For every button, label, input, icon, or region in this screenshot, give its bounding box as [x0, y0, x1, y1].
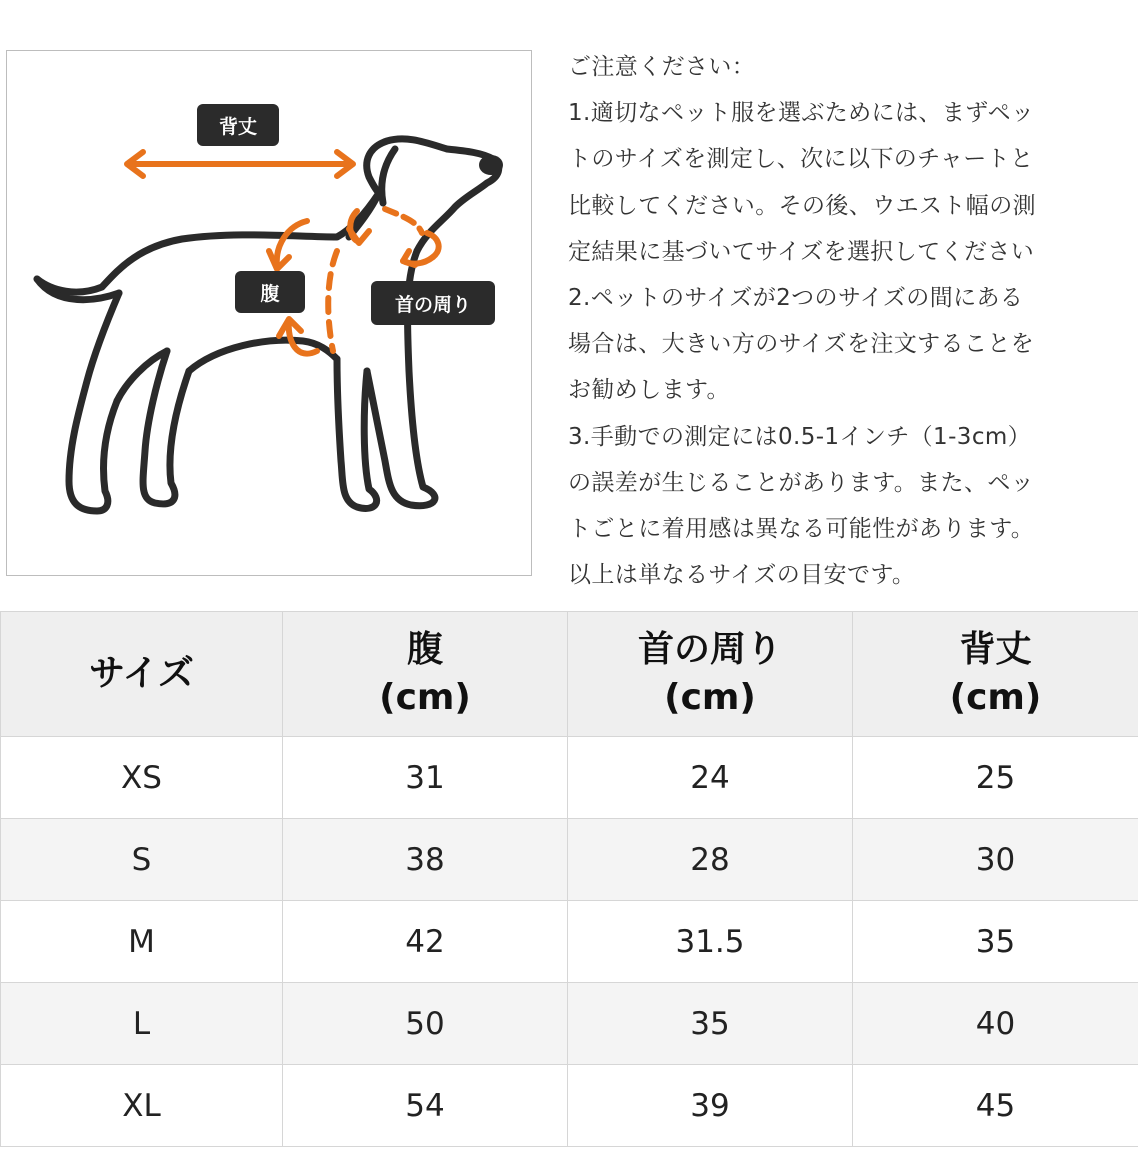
cell-size: S — [1, 819, 283, 901]
note-line: 以上は単なるサイズの目安です。 — [568, 562, 916, 589]
cell-belly: 54 — [283, 1065, 568, 1147]
note-line: の誤差が生じることがあります。また、ペッ — [568, 469, 1035, 496]
table-row — [1, 983, 1138, 1065]
note-line: お勧めします。 — [568, 377, 730, 404]
note-line: トごとに着用感は異なる可能性があります。 — [568, 515, 1035, 542]
cell-size: XS — [1, 737, 283, 819]
cell-belly: 31 — [283, 737, 568, 819]
cell-belly: 42 — [283, 901, 568, 983]
cell-back-length: 35 — [853, 901, 1138, 983]
dog-measurement-diagram — [6, 50, 532, 576]
table-row — [1, 819, 1138, 901]
table-header-row — [1, 612, 1138, 737]
table-row — [1, 1065, 1138, 1147]
cell-back-length: 30 — [853, 819, 1138, 901]
note-line: 比較してください。その後、ウエスト幅の測 — [568, 192, 1036, 219]
note-line: 3.手動での測定には0.5-1インチ（1-3cm） — [568, 423, 1032, 450]
header-neck: 首の周り (cm) — [568, 612, 853, 737]
cell-neck: 31.5 — [568, 901, 853, 983]
cell-back-length: 45 — [853, 1065, 1138, 1147]
cell-size: XL — [1, 1065, 283, 1147]
cell-belly: 38 — [283, 819, 568, 901]
size-chart-table — [0, 611, 1138, 1147]
cell-belly: 50 — [283, 983, 568, 1065]
header-belly: 腹 (cm) — [283, 612, 568, 737]
cell-neck: 28 — [568, 819, 853, 901]
note-line: トのサイズを測定し、次に以下のチャートと — [568, 146, 1034, 173]
cell-back-length: 40 — [853, 983, 1138, 1065]
cell-neck: 39 — [568, 1065, 853, 1147]
back-length-label: 背丈 — [197, 104, 279, 146]
note-line: 2.ペットのサイズが2つのサイズの間にある — [568, 284, 1024, 311]
cell-neck: 35 — [568, 983, 853, 1065]
cell-size: M — [1, 901, 283, 983]
belly-label: 腹 — [235, 271, 305, 313]
cell-size: L — [1, 983, 283, 1065]
note-line: 場合は、大きい方のサイズを注文することを — [568, 331, 1035, 358]
header-size: サイズ — [1, 612, 283, 737]
cell-back-length: 25 — [853, 737, 1138, 819]
table-row — [1, 901, 1138, 983]
neck-label: 首の周り — [371, 281, 495, 325]
table-row — [1, 737, 1138, 819]
note-line: 1.適切なペット服を選ぶためには、まずペッ — [568, 100, 1035, 127]
notes-text — [568, 44, 1138, 598]
note-line: 定結果に基づいてサイズを選択してください — [568, 238, 1035, 265]
header-back-length: 背丈 (cm) — [853, 612, 1138, 737]
cell-neck: 24 — [568, 737, 853, 819]
note-line: ご注意ください： — [568, 54, 756, 80]
